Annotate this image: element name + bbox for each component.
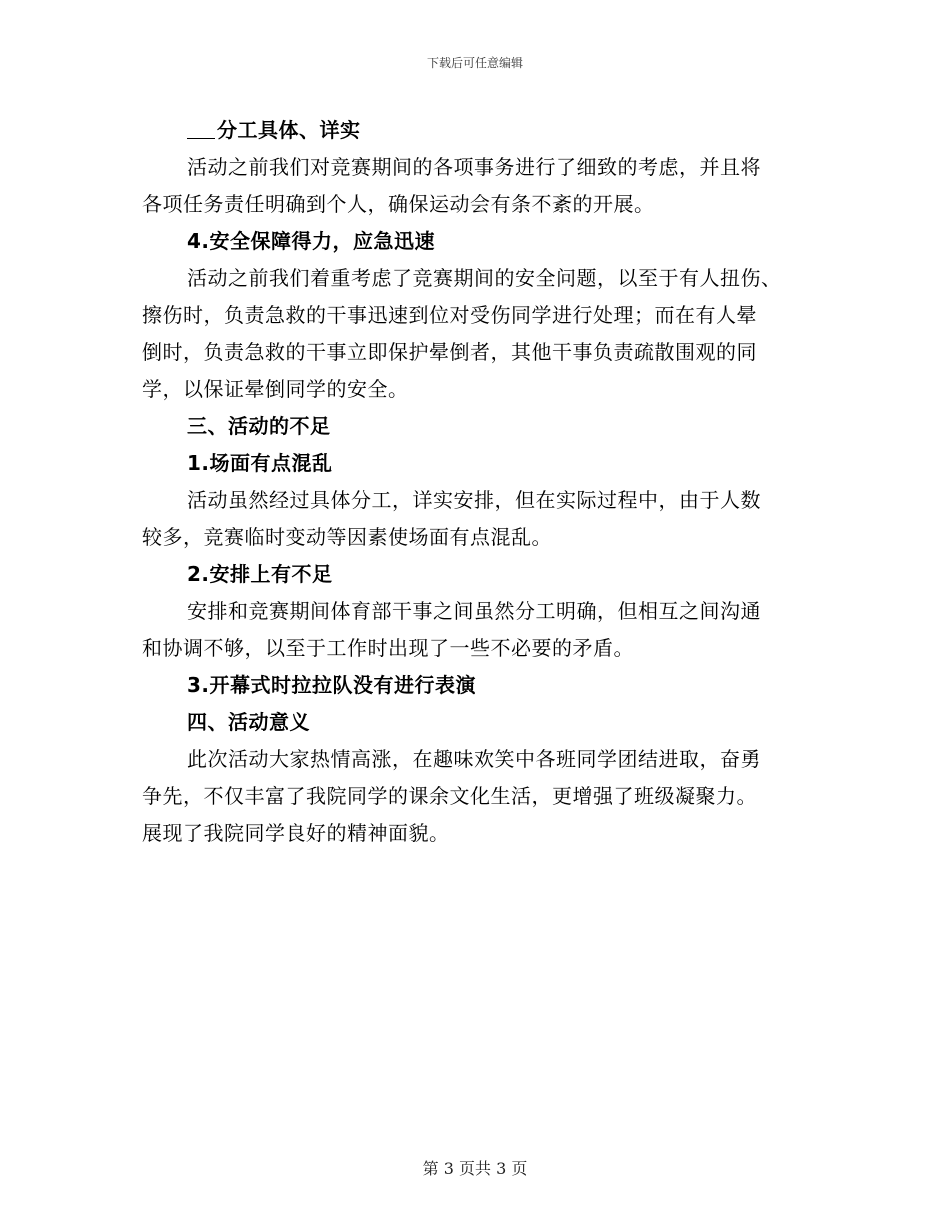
section-heading: 三、活动的不足	[187, 414, 331, 438]
section-heading: 2.安排上有不足	[187, 562, 333, 586]
document-body	[142, 112, 810, 852]
section-heading: 1.场面有点混乱	[187, 451, 333, 475]
body-line: 安排和竞赛期间体育部干事之间虽然分工明确，但相互之间沟通	[187, 599, 761, 623]
body-line: 此次活动大家热情高涨，在趣味欢笑中各班同学团结进取，奋勇	[187, 747, 761, 771]
body-line: 活动之前我们对竞赛期间的各项事务进行了细致的考虑，并且将	[187, 155, 761, 179]
heading-text: 分工具体、详实	[217, 118, 361, 142]
body-line: 活动之前我们着重考虑了竞赛期间的安全问题，以至于有人扭伤、	[187, 266, 782, 290]
section-heading: 3.开幕式时拉拉队没有进行表演	[187, 673, 477, 697]
body-line: 争先，不仅丰富了我院同学的课余文化生活，更增强了班级凝聚力。	[142, 784, 757, 808]
section-heading: 四、活动意义	[187, 710, 310, 734]
body-line: 学，以保证晕倒同学的安全。	[142, 377, 409, 401]
body-line: 倒时，负责急救的干事立即保护晕倒者，其他干事负责疏散围观的同	[142, 340, 757, 364]
page-footer: 第 3 页共 3 页	[422, 1159, 528, 1178]
body-line: 各项任务责任明确到个人，确保运动会有条不紊的开展。	[142, 192, 655, 216]
body-line: 和协调不够，以至于工作时出现了一些不必要的矛盾。	[142, 636, 634, 660]
fill-blank	[187, 116, 215, 139]
body-line: 活动虽然经过具体分工，详实安排，但在实际过程中，由于人数	[187, 488, 761, 512]
body-line: 展现了我院同学良好的精神面貌。	[142, 821, 450, 845]
body-line: 较多，竞赛临时变动等因素使场面有点混乱。	[142, 525, 552, 549]
body-line: 擦伤时，负责急救的干事迅速到位对受伤同学进行处理；而在有人晕	[142, 303, 757, 327]
section-heading: 4.安全保障得力，应急迅速	[187, 229, 436, 253]
page-header: 下载后可任意编辑	[426, 56, 523, 70]
section-heading	[142, 112, 810, 149]
